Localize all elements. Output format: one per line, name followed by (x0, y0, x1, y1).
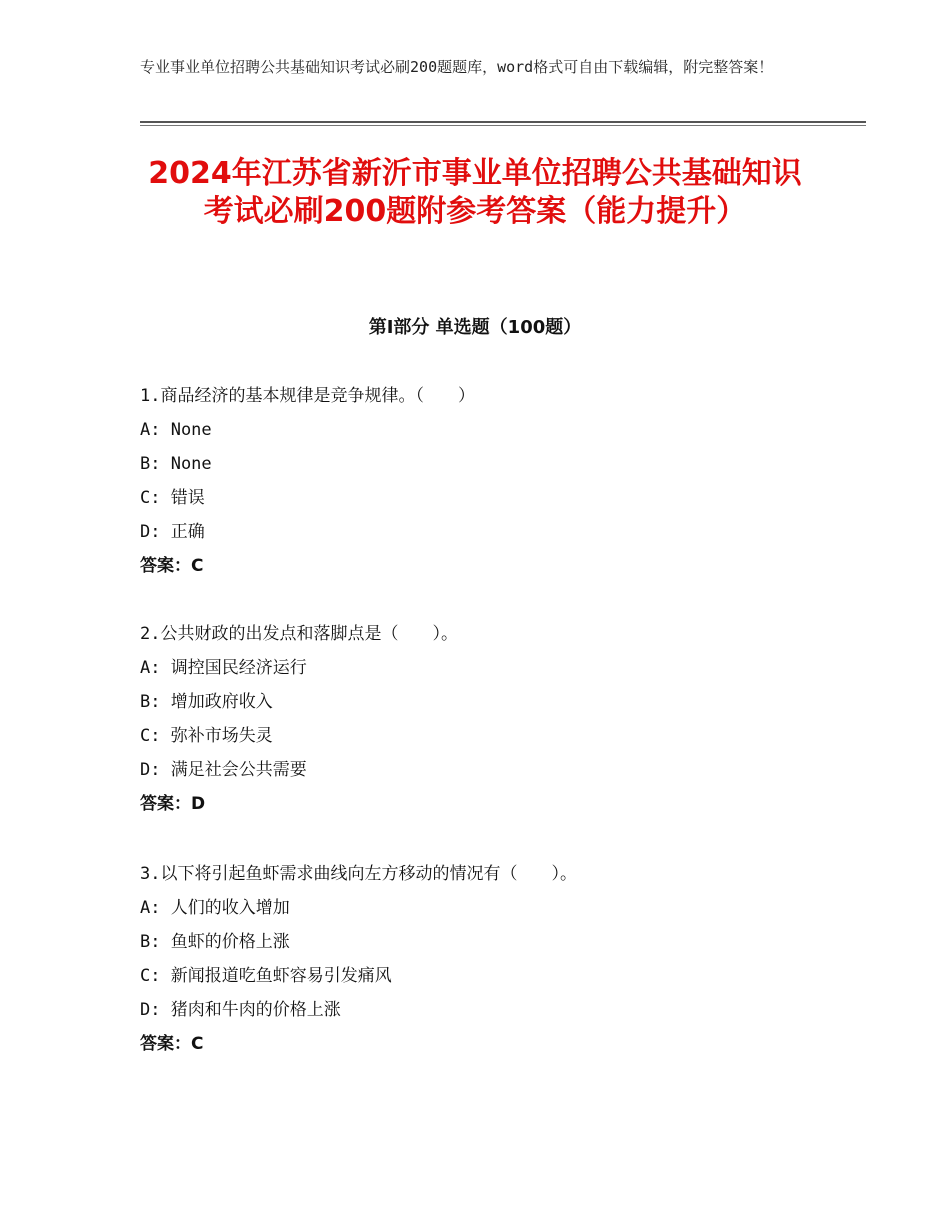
section-title: 第Ⅰ部分 单选题（100题） (368, 317, 582, 338)
option-c: C: 弥补市场失灵 (140, 726, 273, 746)
option-c: C: 新闻报道吃鱼虾容易引发痛风 (140, 966, 392, 986)
question-block (140, 622, 840, 826)
question-block (140, 384, 840, 588)
option-a: A: None (140, 420, 212, 440)
option-a: A: 人们的收入增加 (140, 898, 290, 918)
option-b: B: None (140, 454, 212, 474)
option-c: C: 错误 (140, 488, 205, 508)
option-d: D: 正确 (140, 522, 205, 542)
option-b: B: 鱼虾的价格上涨 (140, 932, 290, 952)
question-stem: 3.以下将引起鱼虾需求曲线向左方移动的情况有（ ）。 (140, 864, 577, 884)
header-note: 专业事业单位招聘公共基础知识考试必刷200题题库，word格式可自由下载编辑，附完整答案！ (140, 58, 774, 76)
option-b: B: 增加政府收入 (140, 692, 273, 712)
answer-line: 答案：C (140, 1034, 204, 1054)
answer-line: 答案：D (140, 794, 206, 814)
header-rule-thick (140, 121, 866, 123)
option-d: D: 满足社会公共需要 (140, 760, 307, 780)
answer-line: 答案：C (140, 556, 204, 576)
document-title: 2024年江苏省新沂市事业单位招聘公共基础知识考试必刷200题附参考答案（能力提升） (148, 156, 802, 229)
question-stem: 1.商品经济的基本规律是竞争规律。（ ） (140, 386, 475, 406)
header-rule-thin (140, 125, 866, 126)
question-block (140, 862, 840, 1066)
question-stem: 2.公共财政的出发点和落脚点是（ ）。 (140, 624, 458, 644)
option-a: A: 调控国民经济运行 (140, 658, 307, 678)
option-d: D: 猪肉和牛肉的价格上涨 (140, 1000, 341, 1020)
